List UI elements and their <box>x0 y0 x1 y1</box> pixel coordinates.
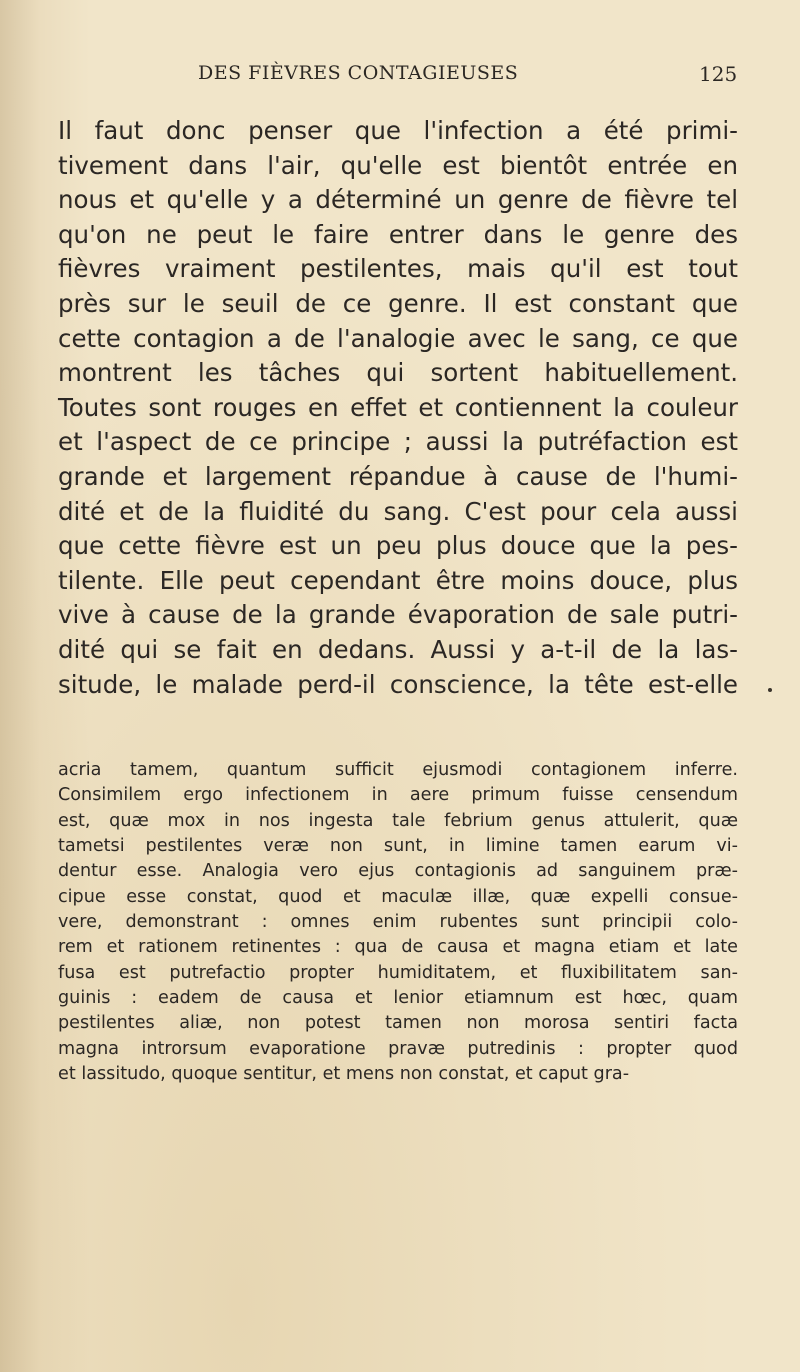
latin-line: Consimilem ergo infectionem in aere primum fuisse censendum <box>58 785 738 806</box>
french-line: qu'on ne peut le faire entrer dans le genre des <box>58 219 738 249</box>
running-title: DES FIÈVRES CONTAGIEUSES <box>198 62 519 84</box>
french-line: dité et de la fluidité du sang. C'est pour cela aussi <box>58 496 738 526</box>
latin-line: et lassitudo, quoque sentitur, et mens non constat, et caput gra- <box>58 1064 630 1085</box>
french-line: cette contagion a de l'analogie avec le sang, ce que <box>58 323 738 353</box>
french-line: et l'aspect de ce principe ; aussi la putréfaction est <box>58 427 738 457</box>
french-line: vive à cause de la grande évaporation de sale putri- <box>58 600 738 630</box>
french-line: fièvres vraiment pestilentes, mais qu'il est tout <box>58 254 738 284</box>
french-line: grande et largement répandue à cause de l'humi- <box>58 461 738 491</box>
french-line: tilente. Elle peut cependant être moins douce, plus <box>58 565 738 595</box>
latin-line: rem et rationem retinentes : qua de causa et magna etiam et late <box>58 937 738 958</box>
latin-line: magna introrsum evaporatione pravæ putredinis : propter quod <box>58 1038 738 1059</box>
latin-line: pestilentes aliæ, non potest tamen non morosa sentiri facta <box>58 1013 738 1034</box>
margin-dot <box>768 688 772 692</box>
latin-line: dentur esse. Analogia vero ejus contagionis ad sanguinem præ- <box>58 861 738 882</box>
latin-footnote <box>58 758 738 1087</box>
french-line: dité qui se fait en dedans. Aussi y a-t-il de la las- <box>58 634 738 664</box>
latin-line: vere, demonstrant : omnes enim rubentes sunt principii colo- <box>58 912 738 933</box>
french-line: tivement dans l'air, qu'elle est bientôt entrée en <box>58 150 738 180</box>
latin-line: tametsi pestilentes veræ non sunt, in limine tamen earum vi- <box>58 836 738 857</box>
french-line: que cette fièvre est un peu plus douce que la pes- <box>58 531 738 561</box>
running-head <box>0 62 800 92</box>
french-line: montrent les tâches qui sortent habituellement. <box>58 358 738 388</box>
french-line: Toutes sont rouges en effet et contiennent la couleur <box>58 392 738 422</box>
french-line: nous et qu'elle y a déterminé un genre de fièvre tel <box>58 185 738 215</box>
latin-line: acria tamem, quantum sufficit ejusmodi contagionem inferre. <box>58 760 738 780</box>
latin-line: fusa est putrefactio propter humiditatem, et fluxibilitatem san- <box>58 962 738 983</box>
latin-line: cipue esse constat, quod et maculæ illæ, quæ expelli consue- <box>58 886 738 907</box>
french-line: près sur le seuil de ce genre. Il est constant que <box>58 288 738 318</box>
french-translation <box>58 114 738 702</box>
page-number: 125 <box>699 62 738 86</box>
latin-line: guinis : eadem de causa et lenior etiamnum est hœc, quam <box>58 988 738 1009</box>
french-line: Il faut donc penser que l'infection a été primi- <box>58 116 738 145</box>
latin-line: est, quæ mox in nos ingesta tale febrium genus attulerit, quæ <box>58 810 738 831</box>
french-line: situde, le malade perd-il conscience, la tête est-elle <box>58 669 738 699</box>
